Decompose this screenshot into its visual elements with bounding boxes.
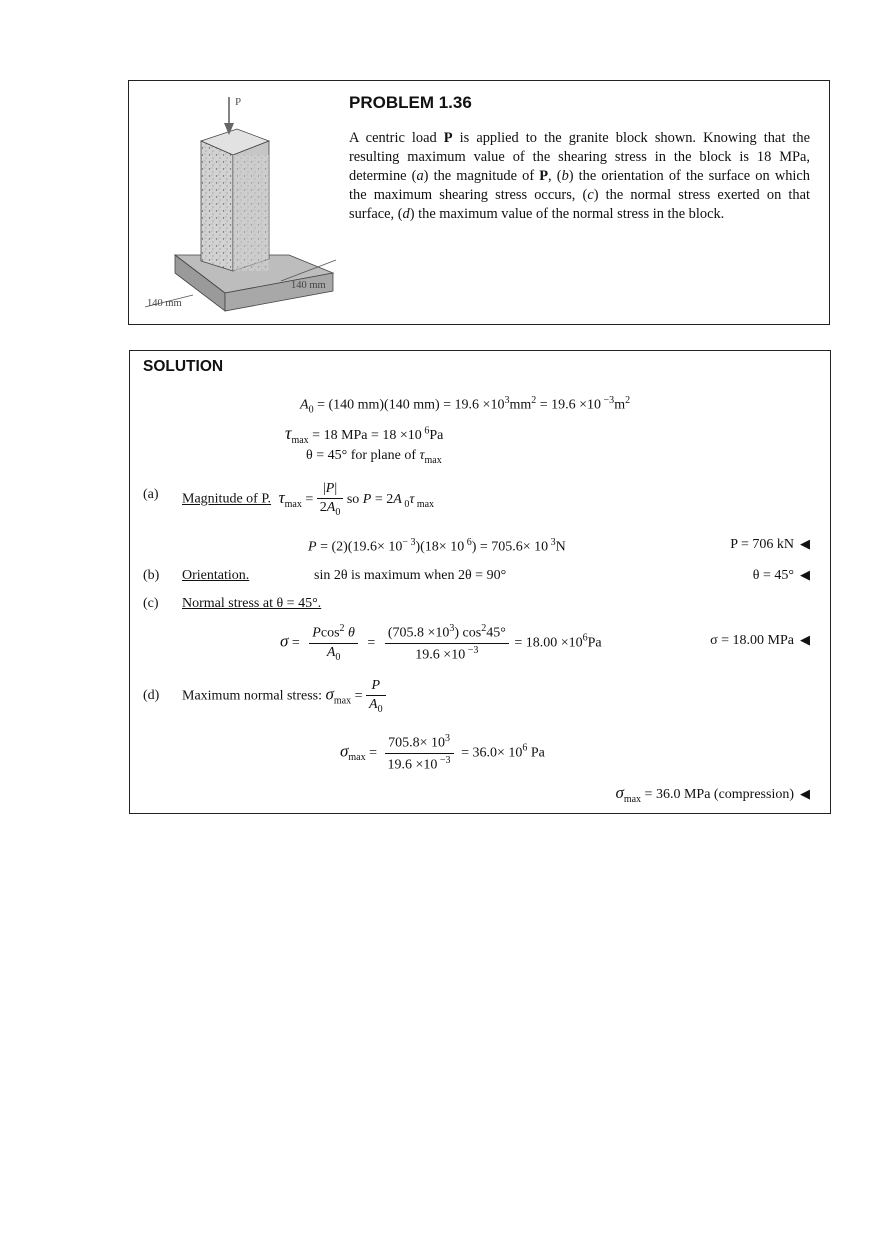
part-a-label: (a)	[143, 487, 159, 502]
part-b-result	[753, 568, 810, 584]
answer-marker-icon: ◀	[800, 568, 810, 583]
part-b-result-text: θ = 45°	[752, 568, 794, 583]
problem-text-part-label: b	[561, 168, 569, 184]
tau-max-equation: $\tau_{max} = 18$ MPa = 18 ×10 $^6$Pa	[285, 423, 444, 446]
dim-label-right: 140 mm	[291, 280, 326, 291]
part-b-text: sin 2θ is maximum when 2θ = 90°	[314, 568, 507, 583]
part-c-equation: σ = $\frac{Pcos^2 \theta}{A_0}$ = $\frac{(705.8 \times 10^3) \cos^245^\circ}{19.6 \times 10 ^{-3}}$ = $18.00 \times 10^6Pa$	[280, 623, 602, 663]
part-c-heading: Normal stress at θ = 45°.	[182, 596, 322, 611]
problem-title: PROBLEM 1.36	[349, 93, 472, 112]
part-d-equation: Maximum normal stress: $\sigma_{max}$ = $\frac{P}{A_0}$	[182, 678, 386, 715]
problem-box	[128, 80, 830, 325]
problem-text-segment: ) the magnitude of	[423, 168, 540, 184]
problem-text-segment: ) the orientation of the surface on which the maximum shearing stress occurs, (	[349, 168, 810, 203]
part-a-heading: Magnitude of P.	[182, 491, 272, 507]
problem-text-load-symbol: P	[443, 130, 453, 146]
problem-text-segment: , (	[548, 168, 562, 184]
solution-box	[129, 350, 831, 814]
part-d-label: (d)	[143, 688, 160, 703]
part-b-heading: Orientation.	[182, 568, 250, 583]
theta-equation-text: θ = 45° for plane of	[306, 448, 420, 463]
part-b-label: (b)	[143, 568, 160, 583]
problem-text-part-label: c	[587, 187, 594, 203]
problem-text-end: ) the maximum value of the normal stress in the block.	[409, 206, 725, 222]
problem-text-load-symbol: P	[539, 168, 549, 184]
problem-text-part-label: a	[416, 168, 424, 184]
part-a-result	[730, 537, 810, 553]
solution-title: SOLUTION	[143, 358, 224, 375]
part-d-result-text: 36.0 MPa (compression)	[655, 787, 794, 802]
part-a-result-text: P = 706 kN	[730, 537, 794, 552]
part-d-heading: Maximum normal stress:	[182, 688, 322, 704]
answer-marker-icon: ◀	[800, 537, 810, 552]
part-d-computation: $\sigma_{max}$ = $\frac{705.8\times 10^3}{19.6 \times 10 ^{-3}}$ = $36.0\times 10^6$ Pa	[340, 733, 545, 773]
granite-block-figure	[131, 83, 346, 323]
part-c-result	[710, 633, 810, 649]
dim-label-left: 140 mm	[147, 298, 182, 309]
part-d-result: $\sigma_{max} = 36.0$ MPa (compression) ◀	[615, 783, 810, 805]
tau-max-equation-text: = 18 MPa = 18 ×10	[312, 428, 422, 443]
answer-marker-icon: ◀	[800, 633, 810, 648]
area-equation: $A_0 = (140$ mm)(140 $mm) = 19.6 \times 10^3mm^2 = 19.6 \times 10$ $^{-3}m^2$	[300, 395, 631, 416]
part-c-label: (c)	[143, 596, 159, 611]
part-a-computation: $P = (2)(19.6\times 10^{- 3})(18\times 10$ $^6$) = 705.6× 10 $^3$N	[308, 537, 566, 555]
problem-text-intro: A centric load	[349, 130, 444, 146]
part-a-equation: Magnitude of P. $\tau_{max}$ = $\frac{|P|}{2A_0}$ so P = 2A $_0$τ $_{max}$	[182, 481, 435, 518]
problem-text-segment: ) the normal stress exerted on that surface, (	[349, 187, 810, 222]
problem-text-segment: is applied to the granite block shown. Knowing that the resulting maximum value of the shearing stress in the block is 18 MPa, determine (	[349, 130, 810, 184]
area-equation-text: = (140 mm)(140 mm) = 19.6 ×10	[317, 397, 505, 413]
part-c-result-text: σ = 18.00 MPa	[710, 633, 794, 648]
answer-marker-icon: ◀	[800, 787, 810, 802]
load-label: P	[235, 96, 242, 108]
part-a-fraction: $\frac{|P|}{2A_0}$	[317, 481, 344, 518]
problem-text-part-label: d	[402, 206, 410, 222]
theta-equation: θ = 45° for plane of $\tau_{max}$	[306, 448, 442, 466]
problem-statement	[349, 129, 810, 224]
